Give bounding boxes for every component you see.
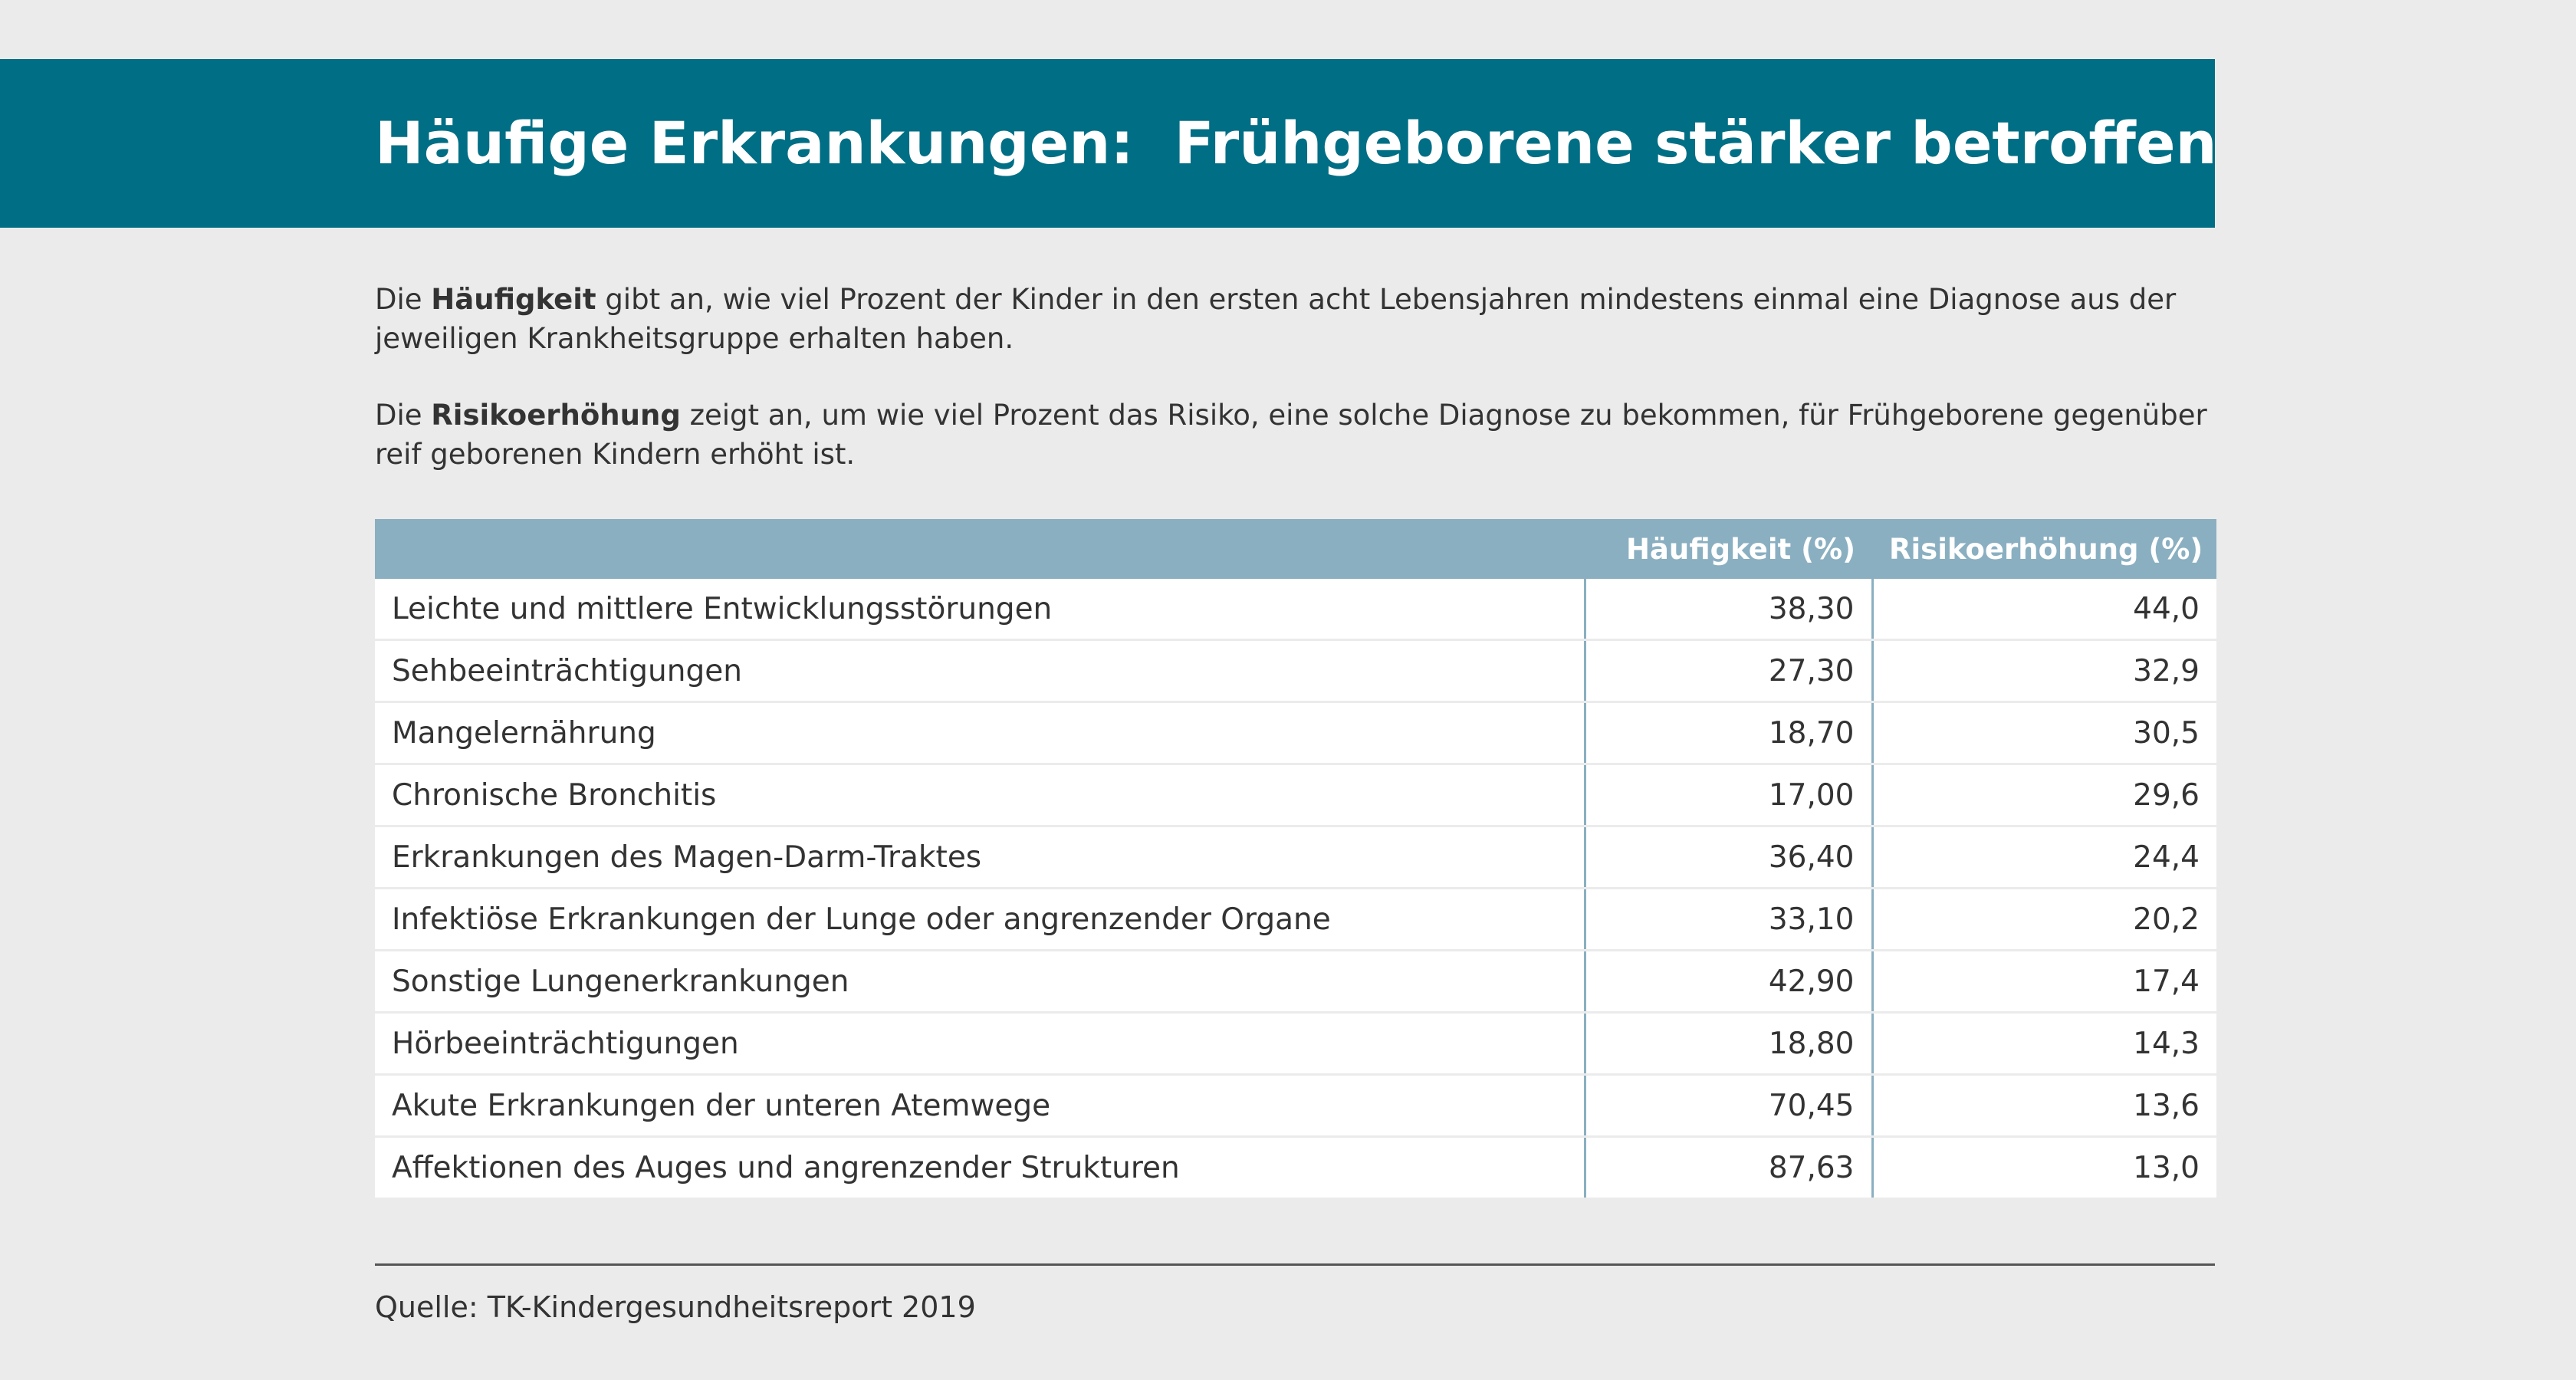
intro-p2-term: Risikoerhöhung: [431, 399, 681, 432]
intro-paragraph-risk: [375, 396, 2215, 474]
table-row: [375, 640, 2216, 702]
intro-text: [375, 280, 2215, 474]
intro-p1-prefix: Die: [375, 283, 432, 316]
table-row: [375, 1013, 2216, 1075]
column-header-name: [375, 519, 1585, 579]
column-header-frequency: Häufigkeit (%): [1585, 519, 1872, 579]
intro-p1-term: Häufigkeit: [431, 283, 596, 316]
source-note: Quelle: TK-Kindergesundheitsreport 2019: [375, 1290, 976, 1324]
risk-increase-cell: 44,0: [1872, 579, 2216, 640]
table-row: [375, 764, 2216, 826]
table-row: [375, 1137, 2216, 1198]
intro-p2-prefix: Die: [375, 399, 432, 432]
risk-increase-cell: 17,4: [1872, 951, 2216, 1013]
table-row: [375, 579, 2216, 640]
frequency-cell: 33,10: [1585, 889, 1872, 951]
table-row: [375, 702, 2216, 764]
source-divider: [375, 1263, 2215, 1266]
data-table: [375, 519, 2216, 1198]
disease-group-cell: Erkrankungen des Magen-Darm-Traktes: [375, 826, 1585, 889]
intro-p1-text: gibt an, wie viel Prozent der Kinder in den ersten acht Lebensjahren mindestens einmal eine Diagnose aus der jeweiligen Krankheitsgruppe erhalten haben.: [375, 283, 2177, 355]
table-body: [375, 579, 2216, 1198]
frequency-cell: 18,70: [1585, 702, 1872, 764]
frequency-cell: 38,30: [1585, 579, 1872, 640]
risk-increase-cell: 14,3: [1872, 1013, 2216, 1075]
risk-increase-cell: 24,4: [1872, 826, 2216, 889]
disease-group-cell: Akute Erkrankungen der unteren Atemwege: [375, 1075, 1585, 1137]
frequency-cell: 42,90: [1585, 951, 1872, 1013]
risk-increase-cell: 29,6: [1872, 764, 2216, 826]
table-row: [375, 1075, 2216, 1137]
frequency-cell: 18,80: [1585, 1013, 1872, 1075]
risk-increase-cell: 30,5: [1872, 702, 2216, 764]
disease-group-cell: Chronische Bronchitis: [375, 764, 1585, 826]
disease-group-cell: Sehbeeinträchtigungen: [375, 640, 1585, 702]
disease-group-cell: Sonstige Lungenerkrankungen: [375, 951, 1585, 1013]
frequency-cell: 70,45: [1585, 1075, 1872, 1137]
intro-p2-text: zeigt an, um wie viel Prozent das Risiko, eine solche Diagnose zu bekommen, für Frühgeborene gegenüber reif geborenen Kindern erhöht ist.: [375, 399, 2207, 471]
frequency-cell: 87,63: [1585, 1137, 1872, 1198]
table-row: [375, 951, 2216, 1013]
frequency-cell: 27,30: [1585, 640, 1872, 702]
disease-group-cell: Infektiöse Erkrankungen der Lunge oder angrenzender Organe: [375, 889, 1585, 951]
disease-group-cell: Hörbeeinträchtigungen: [375, 1013, 1585, 1075]
disease-group-cell: Affektionen des Auges und angrenzender Strukturen: [375, 1137, 1585, 1198]
disease-group-cell: Leichte und mittlere Entwicklungsstörungen: [375, 579, 1585, 640]
risk-increase-cell: 20,2: [1872, 889, 2216, 951]
disease-group-cell: Mangelernährung: [375, 702, 1585, 764]
risk-increase-cell: 13,0: [1872, 1137, 2216, 1198]
table-row: [375, 826, 2216, 889]
intro-paragraph-frequency: [375, 280, 2215, 358]
page-title: Häufige Erkrankungen: Frühgeborene stärker betroffen: [375, 109, 2217, 177]
data-table-container: [375, 519, 2216, 1198]
frequency-cell: 17,00: [1585, 764, 1872, 826]
table-row: [375, 889, 2216, 951]
risk-increase-cell: 32,9: [1872, 640, 2216, 702]
table-header-row: [375, 519, 2216, 579]
frequency-cell: 36,40: [1585, 826, 1872, 889]
column-header-risk: Risikoerhöhung (%): [1872, 519, 2216, 579]
risk-increase-cell: 13,6: [1872, 1075, 2216, 1137]
